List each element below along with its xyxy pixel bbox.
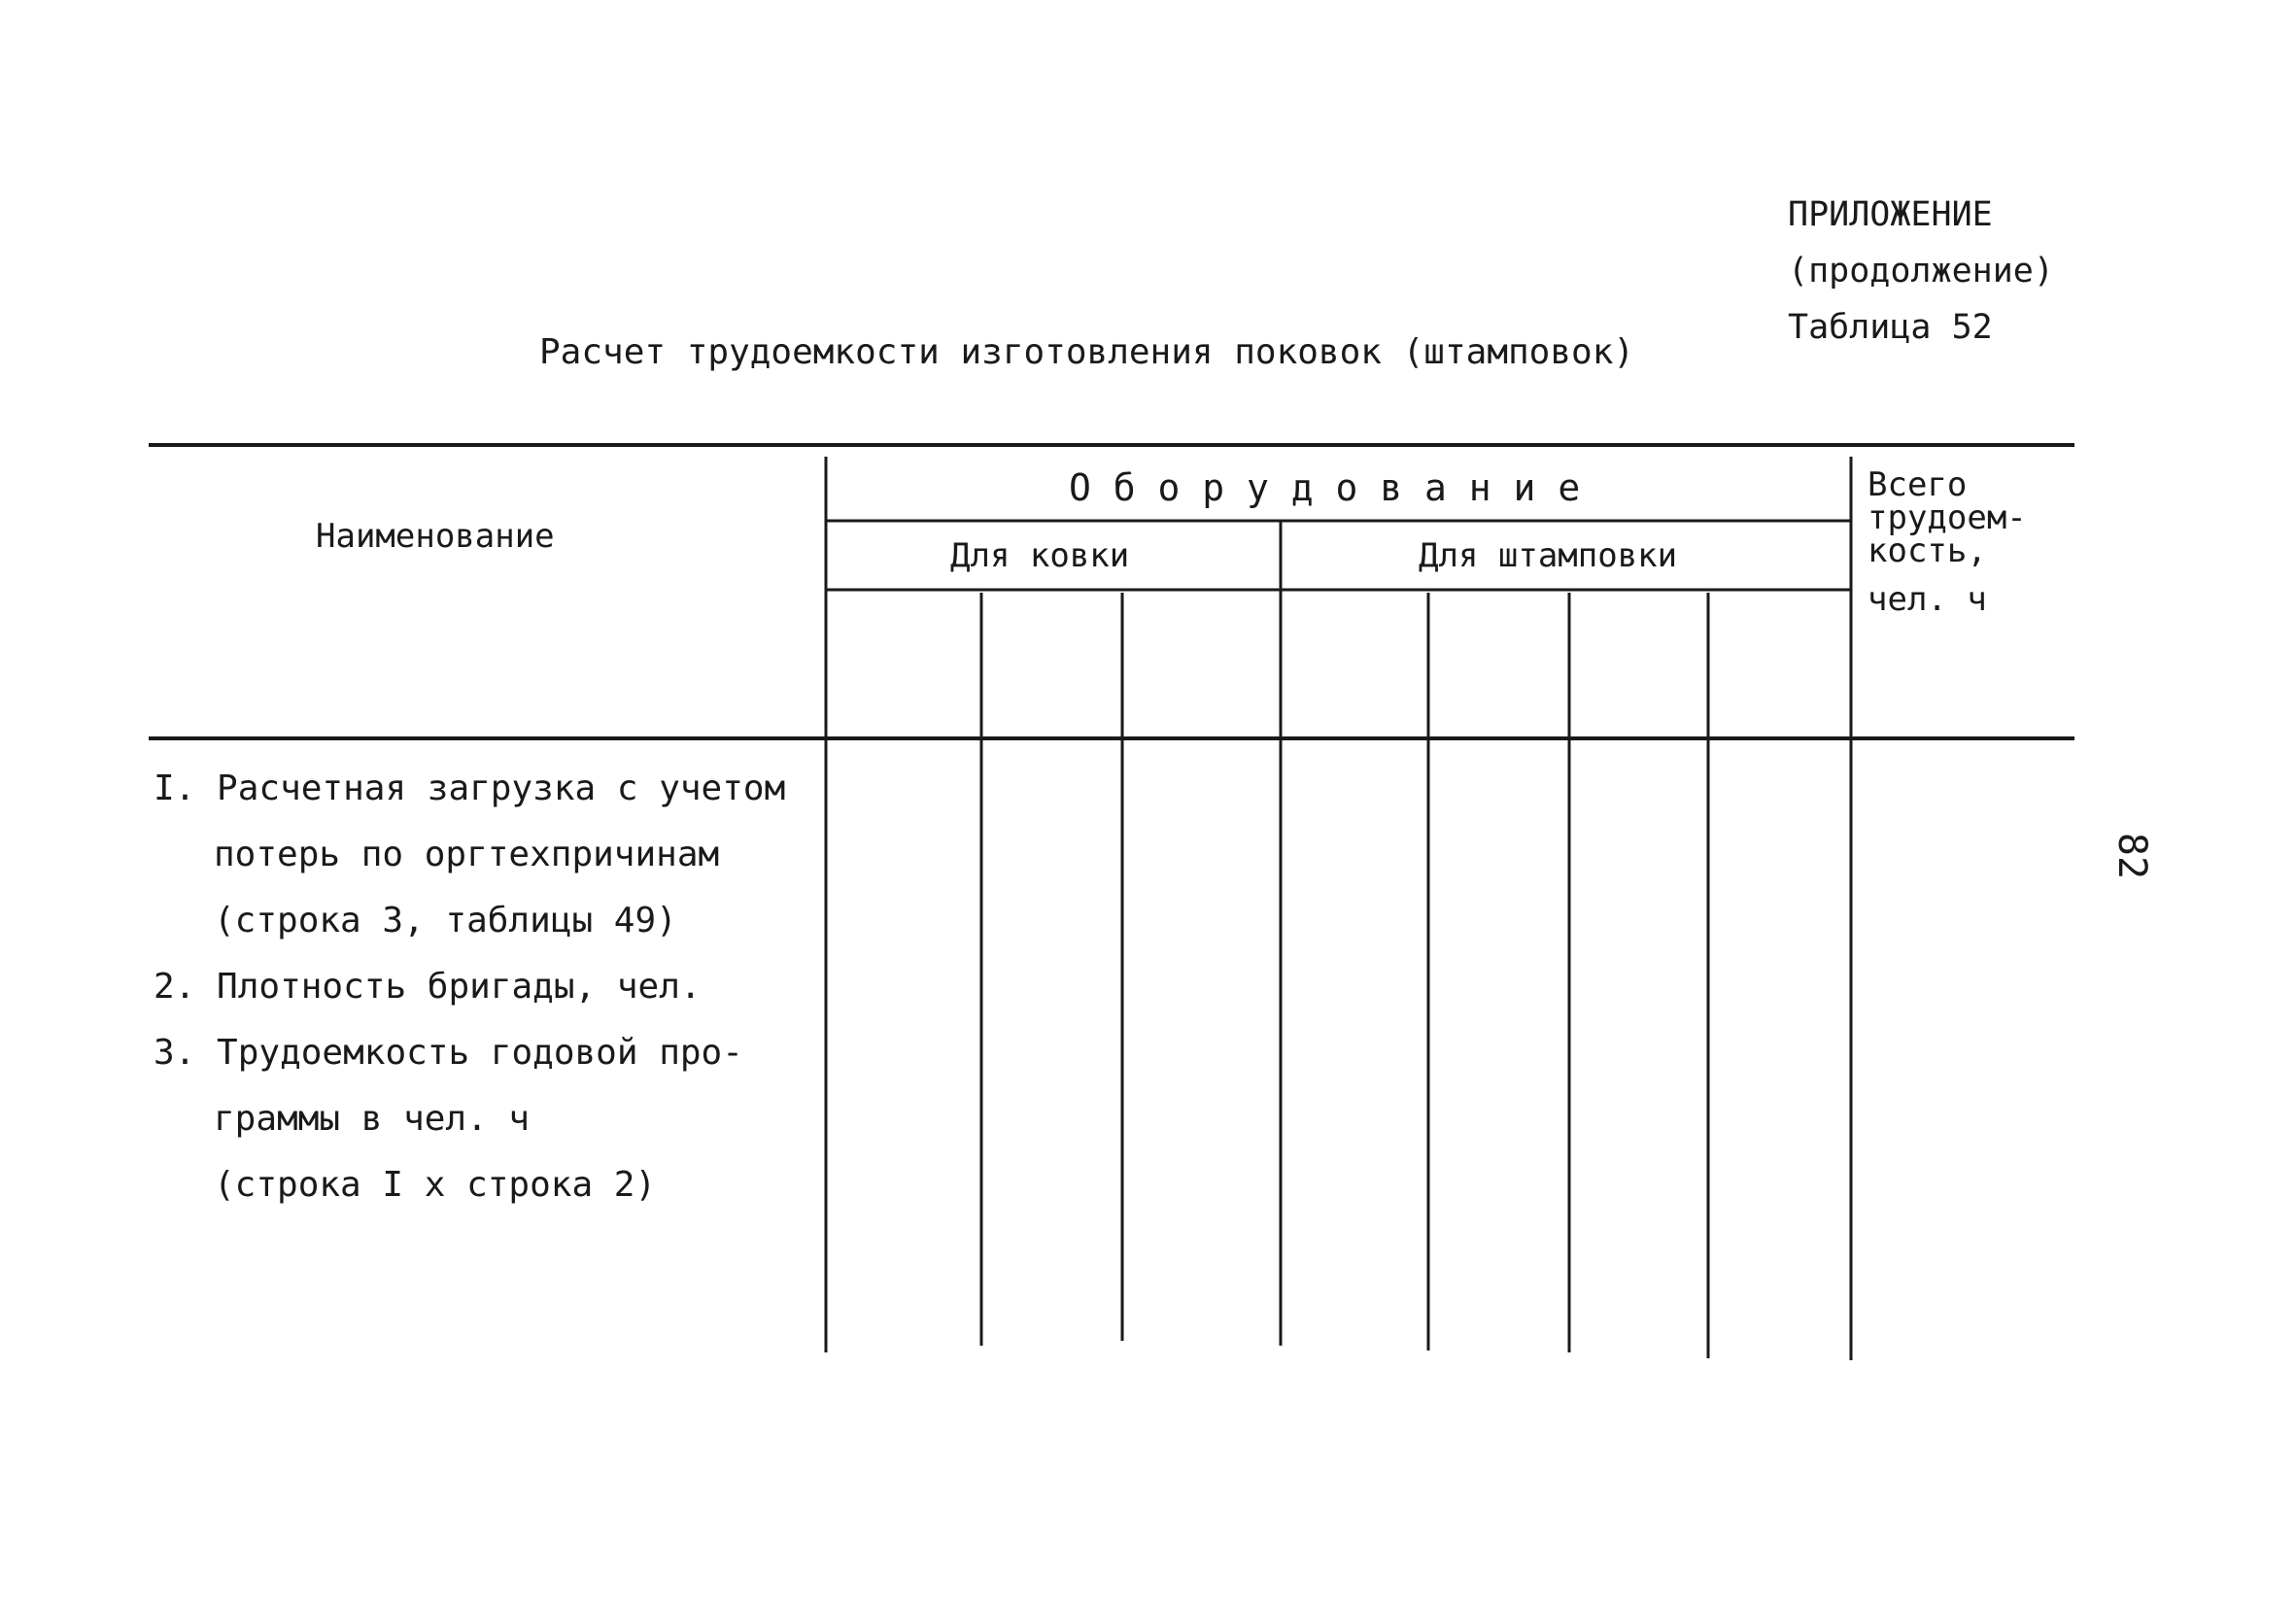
row-text: (строка I х строка 2) <box>214 1165 657 1205</box>
header-total-line: кость, <box>1868 531 1987 570</box>
header-total-line: Всего <box>1868 465 1968 504</box>
row-3 <box>154 1020 743 1218</box>
row-text: Плотность бригады, чел. <box>217 967 702 1007</box>
header-total <box>1868 465 2027 619</box>
table-number: Таблица 52 <box>1788 308 1993 347</box>
header-stamping: Для штамповки <box>1419 536 1678 575</box>
row-text: потерь по оргтехпричинам <box>214 835 720 874</box>
row-1 <box>154 756 785 954</box>
row-number: 3. <box>154 1033 196 1073</box>
row-2 <box>154 954 702 1020</box>
header-total-line: трудоем- <box>1868 498 2027 537</box>
header-equipment: О б о р у д о в а н и е <box>1069 466 1581 509</box>
row-text: (строка 3, таблицы 49) <box>214 901 677 940</box>
table-title: Расчет трудоемкости изготовления поковок (штамповок) <box>539 332 1635 372</box>
appendix-label: ПРИЛОЖЕНИЕ <box>1788 195 1993 234</box>
header-forging: Для ковки <box>950 536 1130 575</box>
header-total-line: чел. ч <box>1868 580 1987 619</box>
row-text: Трудоемкость годовой про- <box>217 1033 743 1073</box>
row-number: I. <box>154 769 196 808</box>
row-text: граммы в чел. ч <box>214 1099 531 1139</box>
row-number: 2. <box>154 967 196 1007</box>
appendix-continued: (продолжение) <box>1788 252 2054 291</box>
page-number: 82 <box>2109 832 2155 880</box>
header-name: Наименование <box>316 517 555 556</box>
row-text: Расчетная загрузка с учетом <box>217 769 786 808</box>
